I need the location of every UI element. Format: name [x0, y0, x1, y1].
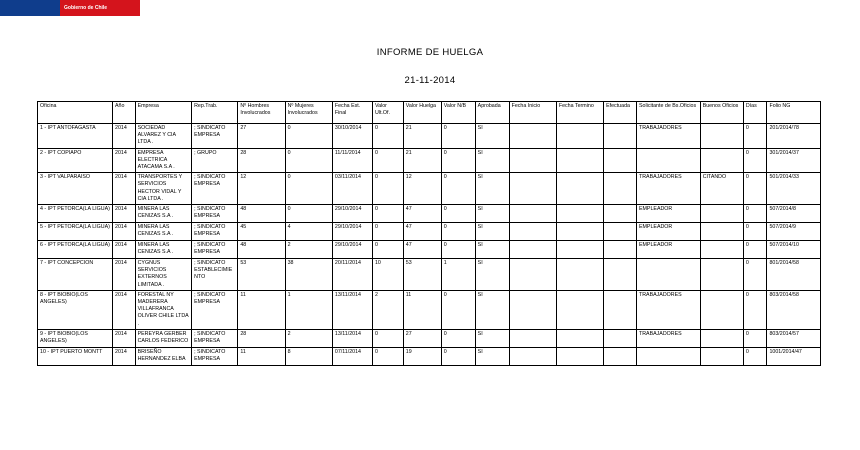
table-cell: 12	[403, 173, 441, 205]
table-cell	[636, 347, 700, 365]
table-cell: 0	[372, 329, 403, 347]
table-cell	[604, 223, 637, 241]
table-cell: 6 - IPT PETORCA(LA LIGUA)	[38, 241, 113, 259]
table-header-row	[38, 102, 821, 124]
column-header: Fecha Termino	[556, 102, 603, 124]
table-cell	[556, 241, 603, 259]
table-cell: 0	[285, 148, 332, 173]
table-cell	[556, 259, 603, 291]
table-cell: 0	[372, 205, 403, 223]
table-cell: 2014	[113, 148, 136, 173]
table-row	[38, 173, 821, 205]
table-cell: EMPLEADOR	[636, 223, 700, 241]
table-cell	[700, 259, 743, 291]
table-cell: 201/2014/78	[767, 124, 821, 149]
table-row	[38, 329, 821, 347]
table-cell: 803/2014/58	[767, 290, 821, 329]
table-cell: SI	[475, 148, 509, 173]
table-cell: 13/11/2014	[332, 290, 372, 329]
table-cell: 21	[403, 148, 441, 173]
table-cell	[556, 205, 603, 223]
table-cell: 4	[285, 223, 332, 241]
column-header: Efectuada	[604, 102, 637, 124]
table-cell	[509, 347, 556, 365]
table-cell: 1	[441, 259, 475, 291]
table-cell: 7 - IPT CONCEPCION	[38, 259, 113, 291]
table-cell: TRABAJADORES	[636, 173, 700, 205]
table-cell	[556, 290, 603, 329]
table-cell: 2	[285, 241, 332, 259]
table-cell: 47	[403, 241, 441, 259]
table-cell: 0	[743, 223, 767, 241]
table-cell	[700, 148, 743, 173]
column-header: Nº Mujeres Involucrados	[285, 102, 332, 124]
table-cell: 507/2014/10	[767, 241, 821, 259]
table-cell: 29/10/2014	[332, 241, 372, 259]
gobierno-de-chile-logo	[0, 0, 140, 16]
table-cell: 27	[238, 124, 285, 149]
table-cell: 507/2014/8	[767, 205, 821, 223]
table-cell: 0	[441, 347, 475, 365]
table-cell: 0	[743, 347, 767, 365]
table-cell	[509, 205, 556, 223]
column-header: Valor Ult.Of.	[372, 102, 403, 124]
table-cell	[700, 290, 743, 329]
table-cell: 2014	[113, 329, 136, 347]
table-cell	[509, 223, 556, 241]
table-cell: CYGNUS SERVICIOS EXTERNOS LIMITADA .	[135, 259, 192, 291]
table-cell: 0	[441, 223, 475, 241]
table-cell	[604, 205, 637, 223]
table-cell	[556, 223, 603, 241]
table-cell: ; SINDICATO EMPRESA	[192, 173, 238, 205]
table-cell: SI	[475, 223, 509, 241]
table-cell: ; SINDICATO EMPRESA	[192, 223, 238, 241]
table-cell	[636, 259, 700, 291]
table-cell: 19	[403, 347, 441, 365]
table-cell: MINERA LAS CENIZAS S.A .	[135, 241, 192, 259]
table-cell: 48	[238, 205, 285, 223]
table-cell: 2014	[113, 259, 136, 291]
column-header: Aprobada	[475, 102, 509, 124]
column-header: Valor Huelga	[403, 102, 441, 124]
table-cell: TRABAJADORES	[636, 290, 700, 329]
table-cell: 3 - IPT VALPARAISO	[38, 173, 113, 205]
table-cell: ; SINDICATO EMPRESA	[192, 241, 238, 259]
table-cell: 4 - IPT PETORCA(LA LIGUA)	[38, 205, 113, 223]
table-row	[38, 205, 821, 223]
table-cell: 0	[441, 173, 475, 205]
table-cell: 10	[372, 259, 403, 291]
table-cell	[556, 329, 603, 347]
table-cell: SI	[475, 241, 509, 259]
table-cell: TRABAJADORES	[636, 124, 700, 149]
table-cell	[509, 148, 556, 173]
table-cell: 0	[372, 241, 403, 259]
table-cell: 507/2014/9	[767, 223, 821, 241]
table-cell: SI	[475, 347, 509, 365]
column-header: Solicitante de Bs.Oficios	[636, 102, 700, 124]
table-cell	[509, 241, 556, 259]
table-cell: 1001/2014/47	[767, 347, 821, 365]
table-cell: 20/11/2014	[332, 259, 372, 291]
table-row	[38, 124, 821, 149]
table-cell: 501/2014/33	[767, 173, 821, 205]
table-cell: 301/2014/37	[767, 148, 821, 173]
table-cell: SI	[475, 124, 509, 149]
table-cell: 0	[441, 148, 475, 173]
table-row	[38, 223, 821, 241]
table-cell: 27	[403, 329, 441, 347]
table-cell: 07/11/2014	[332, 347, 372, 365]
table-cell	[604, 290, 637, 329]
table-cell: 29/10/2014	[332, 223, 372, 241]
column-header: Rep.Trab.	[192, 102, 238, 124]
table-cell	[636, 148, 700, 173]
table-cell: 2014	[113, 173, 136, 205]
table-cell: 0	[743, 148, 767, 173]
table-cell	[700, 329, 743, 347]
table-cell: 0	[743, 124, 767, 149]
table-cell: SI	[475, 205, 509, 223]
table-cell: 28	[238, 148, 285, 173]
table-cell	[556, 124, 603, 149]
table-cell: 0	[372, 124, 403, 149]
table-cell: 0	[372, 347, 403, 365]
table-cell: 0	[743, 290, 767, 329]
column-header: Fecha Inicio	[509, 102, 556, 124]
table-cell: 0	[372, 223, 403, 241]
table-cell: 47	[403, 223, 441, 241]
table-cell: SI	[475, 290, 509, 329]
table-cell: 1 - IPT ANTOFAGASTA	[38, 124, 113, 149]
table-cell	[604, 259, 637, 291]
table-cell: 2	[285, 329, 332, 347]
table-cell: 0	[743, 205, 767, 223]
table-cell: 28	[238, 329, 285, 347]
table-cell	[604, 124, 637, 149]
table-cell: 21	[403, 124, 441, 149]
table-cell: 10 - IPT PUERTO MONTT	[38, 347, 113, 365]
table-cell: EMPLEADOR	[636, 205, 700, 223]
table-cell: ; GRUPO	[192, 148, 238, 173]
table-cell: 803/2014/57	[767, 329, 821, 347]
table-cell: 13/11/2014	[332, 329, 372, 347]
table-cell: 53	[403, 259, 441, 291]
table-cell	[700, 205, 743, 223]
table-cell: 0	[441, 329, 475, 347]
table-cell: ; SINDICATO EMPRESA	[192, 290, 238, 329]
table-cell: 2014	[113, 205, 136, 223]
table-cell	[700, 223, 743, 241]
table-cell: PEREYRA GERBER CARLOS FEDERICO	[135, 329, 192, 347]
table-cell: 0	[441, 241, 475, 259]
table-cell: 53	[238, 259, 285, 291]
table-cell: 0	[285, 173, 332, 205]
table-cell	[509, 173, 556, 205]
table-cell: CITANDO	[700, 173, 743, 205]
table-row	[38, 148, 821, 173]
table-cell: 47	[403, 205, 441, 223]
table-cell: EMPRESA ELECTRICA ATACAMA S.A .	[135, 148, 192, 173]
table-cell	[556, 347, 603, 365]
table-cell: EMPLEADOR	[636, 241, 700, 259]
table-cell	[556, 173, 603, 205]
table-cell: 5 - IPT PETORCA(LA LIGUA)	[38, 223, 113, 241]
table-cell: ; SINDICATO ESTABLECIMIENTO	[192, 259, 238, 291]
table-row	[38, 347, 821, 365]
table-cell: MINERA LAS CENIZAS S.A .	[135, 205, 192, 223]
table-row	[38, 259, 821, 291]
table-cell: BRISEÑO HERNANDEZ ELBA	[135, 347, 192, 365]
column-header: Nº Hombres Involucrados	[238, 102, 285, 124]
table-cell: 0	[372, 148, 403, 173]
table-cell: FORESTAL NY MADERERA VILLAFRANCA OLIVER CHILE LTDA .	[135, 290, 192, 329]
table-cell: 2014	[113, 290, 136, 329]
table-cell	[509, 290, 556, 329]
column-header: Oficina	[38, 102, 113, 124]
table-cell: 2014	[113, 223, 136, 241]
table-cell	[700, 241, 743, 259]
column-header: Folio NG	[767, 102, 821, 124]
table-cell: ; SINDICATO EMPRESA	[192, 205, 238, 223]
column-header: Valor N/B	[441, 102, 475, 124]
table-cell: ; SINDICATO EMPRESA	[192, 124, 238, 149]
table-cell: 0	[743, 173, 767, 205]
logo-label: Gobierno de Chile	[64, 5, 108, 11]
column-header: Año	[113, 102, 136, 124]
table-cell	[700, 124, 743, 149]
table-cell: SI	[475, 329, 509, 347]
table-cell: 1	[285, 290, 332, 329]
table-body	[38, 124, 821, 366]
table-row	[38, 241, 821, 259]
table-cell	[700, 347, 743, 365]
table-cell: 38	[285, 259, 332, 291]
table-cell: SI	[475, 259, 509, 291]
table-cell: 2 - IPT COPIAPO	[38, 148, 113, 173]
table-cell: 9 - IPT BIOBIO(LOS ANGELES)	[38, 329, 113, 347]
table-cell	[604, 241, 637, 259]
table-cell: 45	[238, 223, 285, 241]
table-cell: SOCIEDAD ALVAREZ Y CIA LTDA .	[135, 124, 192, 149]
column-header: Días	[743, 102, 767, 124]
column-header: Fecha Est. Final	[332, 102, 372, 124]
table-cell: 11	[238, 290, 285, 329]
table-cell: ; SINDICATO EMPRESA	[192, 347, 238, 365]
table-cell: 48	[238, 241, 285, 259]
table-cell: 0	[743, 241, 767, 259]
table-cell	[556, 148, 603, 173]
report-date: 21-11-2014	[404, 75, 456, 86]
table-cell	[604, 173, 637, 205]
table-cell: 2014	[113, 241, 136, 259]
table-cell: 12	[238, 173, 285, 205]
table-cell: ; SINDICATO EMPRESA	[192, 329, 238, 347]
column-header: Empresa	[135, 102, 192, 124]
table-cell: 0	[441, 124, 475, 149]
table-cell: 0	[372, 173, 403, 205]
table-cell	[509, 259, 556, 291]
table-cell: 29/10/2014	[332, 205, 372, 223]
table-cell	[604, 347, 637, 365]
table-cell: 2	[372, 290, 403, 329]
strike-report-table	[37, 101, 821, 366]
table-cell: 0	[441, 290, 475, 329]
table-cell	[604, 329, 637, 347]
table-cell: 2014	[113, 124, 136, 149]
table-cell: 0	[285, 205, 332, 223]
table-cell	[509, 329, 556, 347]
table-cell: 11	[238, 347, 285, 365]
column-header: Buenos Oficios	[700, 102, 743, 124]
table-cell: 11	[403, 290, 441, 329]
table-cell: TRANSPORTES Y SERVICIOS HECTOR VIDAL Y CIA LTDA .	[135, 173, 192, 205]
table-cell: 0	[285, 124, 332, 149]
table-cell	[509, 124, 556, 149]
table-cell: 0	[743, 329, 767, 347]
table-cell: 0	[441, 205, 475, 223]
table-cell: 2014	[113, 347, 136, 365]
table-cell: MINERA LAS CENIZAS S.A .	[135, 223, 192, 241]
logo-blue-block	[0, 0, 60, 16]
table-cell: 8 - IPT BIOBIO(LOS ANGELES)	[38, 290, 113, 329]
table-cell: 0	[743, 259, 767, 291]
table-cell: SI	[475, 173, 509, 205]
table-cell: 8	[285, 347, 332, 365]
table-cell	[604, 148, 637, 173]
table-row	[38, 290, 821, 329]
table-cell: 30/10/2014	[332, 124, 372, 149]
report-title: INFORME DE HUELGA	[376, 47, 484, 58]
table-cell: TRABAJADORES	[636, 329, 700, 347]
table-cell: 03/11/2014	[332, 173, 372, 205]
table-cell: 801/2014/58	[767, 259, 821, 291]
table-cell: 11/11/2014	[332, 148, 372, 173]
